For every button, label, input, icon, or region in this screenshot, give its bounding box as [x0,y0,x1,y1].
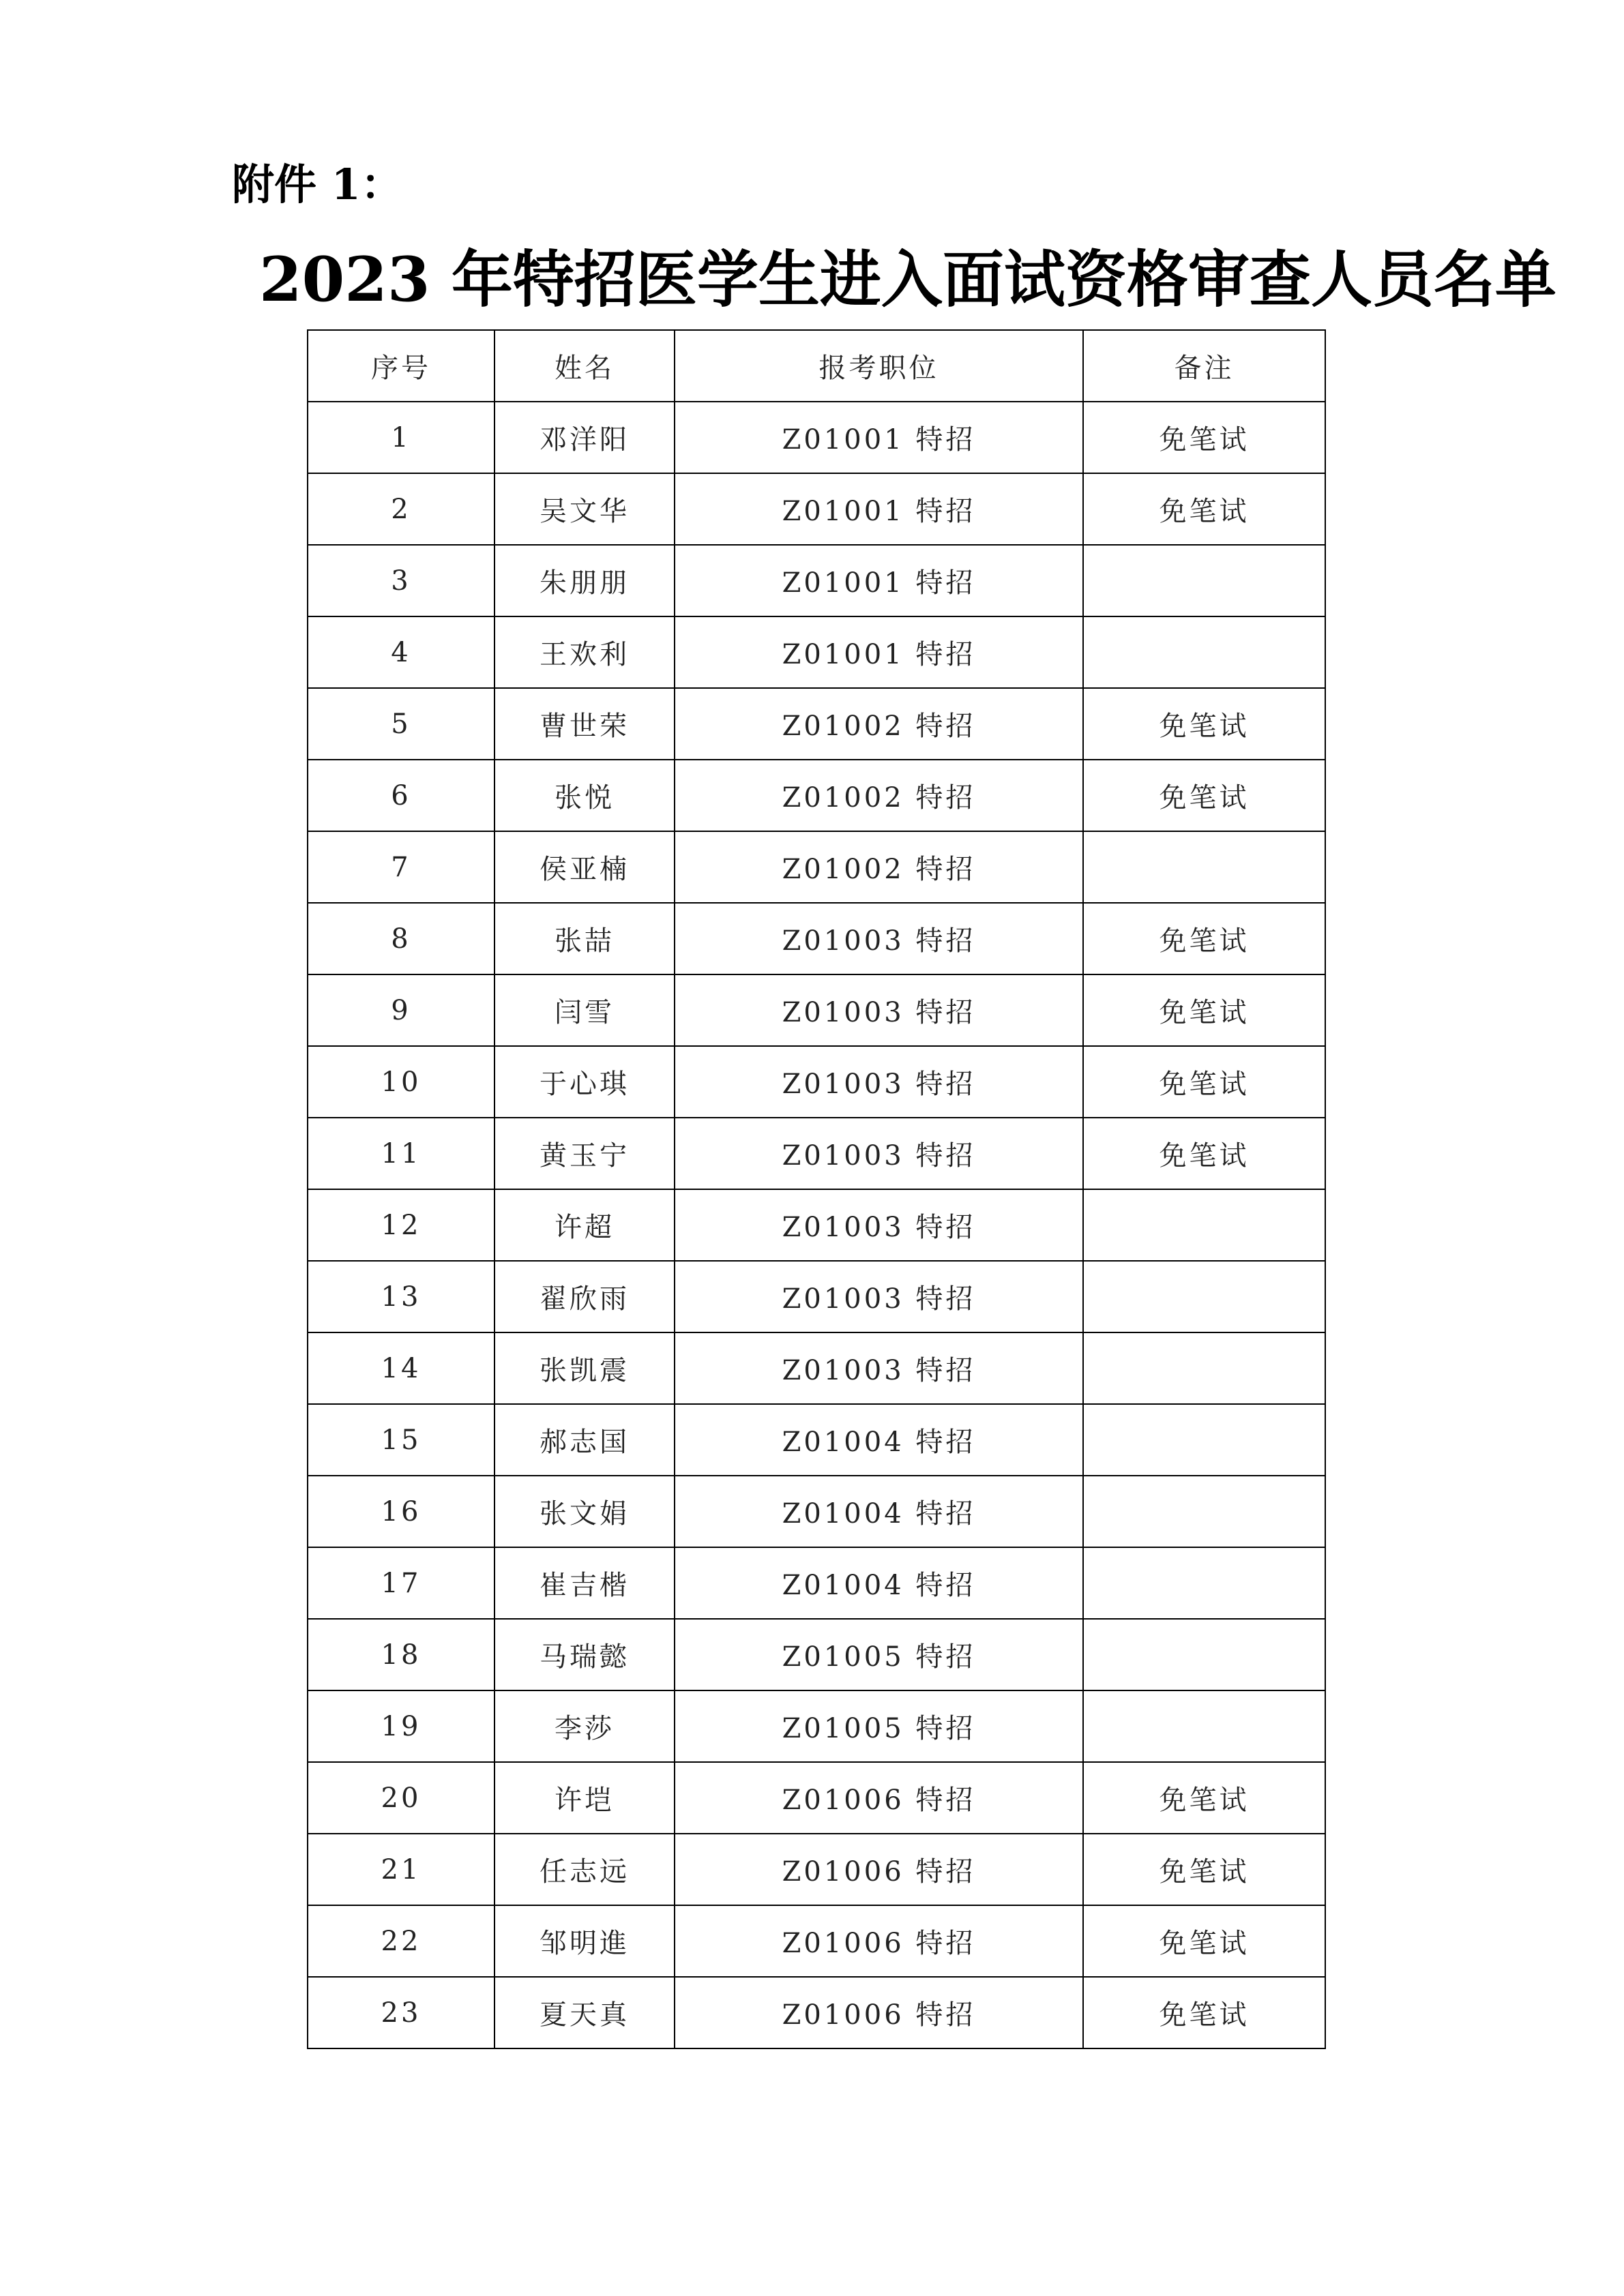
cell-position: Z01004 特招 [675,1404,1083,1476]
table-row [308,545,1325,616]
table-row [308,616,1325,688]
cell-note [1083,1690,1325,1762]
table-row [308,1547,1325,1619]
cell-no: 21 [308,1834,494,1905]
cell-no: 7 [308,831,494,903]
cell-position: Z01001 特招 [675,473,1083,545]
cell-note [1083,545,1325,616]
cell-position: Z01002 特招 [675,760,1083,831]
cell-no: 19 [308,1690,494,1762]
table-row [308,831,1325,903]
cell-position: Z01001 特招 [675,545,1083,616]
cell-position: Z01004 特招 [675,1547,1083,1619]
cell-position: Z01005 特招 [675,1690,1083,1762]
cell-note [1083,1261,1325,1332]
table-row [308,1476,1325,1547]
cell-note: 免笔试 [1083,974,1325,1046]
cell-position: Z01003 特招 [675,1332,1083,1404]
table-row [308,1189,1325,1261]
table-row [308,1834,1325,1905]
cell-note [1083,1619,1325,1690]
cell-name: 李莎 [494,1690,675,1762]
cell-name: 许超 [494,1189,675,1261]
table-row [308,1046,1325,1118]
cell-no: 10 [308,1046,494,1118]
cell-no: 17 [308,1547,494,1619]
cell-note: 免笔试 [1083,1977,1325,2048]
cell-position: Z01003 特招 [675,974,1083,1046]
cell-position: Z01002 特招 [675,831,1083,903]
table-row [308,903,1325,974]
table-row [308,760,1325,831]
cell-no: 13 [308,1261,494,1332]
cell-no: 6 [308,760,494,831]
cell-no: 22 [308,1905,494,1977]
cell-position: Z01001 特招 [675,616,1083,688]
table-row [308,1762,1325,1834]
cell-position: Z01003 特招 [675,1118,1083,1189]
cell-note [1083,1547,1325,1619]
roster-table [307,329,1326,2049]
cell-position: Z01004 特招 [675,1476,1083,1547]
cell-note: 免笔试 [1083,402,1325,473]
page-title: 2023 年特招医学生进入面试资格审查人员名单 [259,243,1556,316]
cell-position: Z01006 特招 [675,1834,1083,1905]
cell-name: 崔吉楷 [494,1547,675,1619]
cell-note: 免笔试 [1083,1834,1325,1905]
cell-no: 9 [308,974,494,1046]
table-row [308,688,1325,760]
header-position: 报考职位 [675,330,1083,402]
table-row [308,1690,1325,1762]
cell-no: 14 [308,1332,494,1404]
header-name: 姓名 [494,330,675,402]
cell-name: 朱朋朋 [494,545,675,616]
cell-no: 15 [308,1404,494,1476]
table-row [308,974,1325,1046]
cell-note: 免笔试 [1083,1118,1325,1189]
table-header-row [308,330,1325,402]
cell-note [1083,1332,1325,1404]
roster-body [308,402,1325,2048]
table-row [308,1404,1325,1476]
cell-name: 于心琪 [494,1046,675,1118]
attachment-label: 附件 1： [232,160,403,209]
cell-position: Z01003 特招 [675,1046,1083,1118]
table-row [308,1332,1325,1404]
table-row [308,402,1325,473]
cell-note: 免笔试 [1083,1905,1325,1977]
cell-position: Z01002 特招 [675,688,1083,760]
cell-name: 郝志国 [494,1404,675,1476]
table-row [308,1977,1325,2048]
cell-note [1083,1404,1325,1476]
cell-note [1083,831,1325,903]
cell-name: 许垲 [494,1762,675,1834]
table-row [308,1118,1325,1189]
cell-note: 免笔试 [1083,688,1325,760]
cell-name: 王欢利 [494,616,675,688]
cell-position: Z01003 特招 [675,1261,1083,1332]
cell-name: 马瑞懿 [494,1619,675,1690]
header-no: 序号 [308,330,494,402]
cell-name: 邹明進 [494,1905,675,1977]
header-note: 备注 [1083,330,1325,402]
cell-name: 张文娟 [494,1476,675,1547]
table-row [308,1905,1325,1977]
cell-name: 张凯震 [494,1332,675,1404]
cell-position: Z01003 特招 [675,903,1083,974]
cell-note: 免笔试 [1083,903,1325,974]
cell-name: 闫雪 [494,974,675,1046]
cell-position: Z01003 特招 [675,1189,1083,1261]
cell-no: 16 [308,1476,494,1547]
cell-position: Z01001 特招 [675,402,1083,473]
cell-no: 8 [308,903,494,974]
cell-name: 张喆 [494,903,675,974]
cell-name: 翟欣雨 [494,1261,675,1332]
cell-note: 免笔试 [1083,1046,1325,1118]
cell-no: 1 [308,402,494,473]
cell-note [1083,1189,1325,1261]
cell-position: Z01006 特招 [675,1762,1083,1834]
table-row [308,1261,1325,1332]
cell-no: 5 [308,688,494,760]
cell-no: 23 [308,1977,494,2048]
cell-name: 张悦 [494,760,675,831]
table-row [308,473,1325,545]
cell-position: Z01006 特招 [675,1977,1083,2048]
cell-name: 吴文华 [494,473,675,545]
cell-name: 夏天真 [494,1977,675,2048]
cell-no: 18 [308,1619,494,1690]
cell-no: 3 [308,545,494,616]
cell-position: Z01005 特招 [675,1619,1083,1690]
cell-no: 4 [308,616,494,688]
cell-position: Z01006 特招 [675,1905,1083,1977]
cell-name: 任志远 [494,1834,675,1905]
cell-note: 免笔试 [1083,760,1325,831]
cell-name: 黄玉宁 [494,1118,675,1189]
cell-no: 20 [308,1762,494,1834]
cell-note [1083,1476,1325,1547]
cell-name: 邓洋阳 [494,402,675,473]
cell-no: 2 [308,473,494,545]
table-row [308,1619,1325,1690]
cell-note: 免笔试 [1083,473,1325,545]
cell-name: 侯亚楠 [494,831,675,903]
cell-no: 12 [308,1189,494,1261]
cell-note: 免笔试 [1083,1762,1325,1834]
cell-no: 11 [308,1118,494,1189]
cell-note [1083,616,1325,688]
cell-name: 曹世荣 [494,688,675,760]
